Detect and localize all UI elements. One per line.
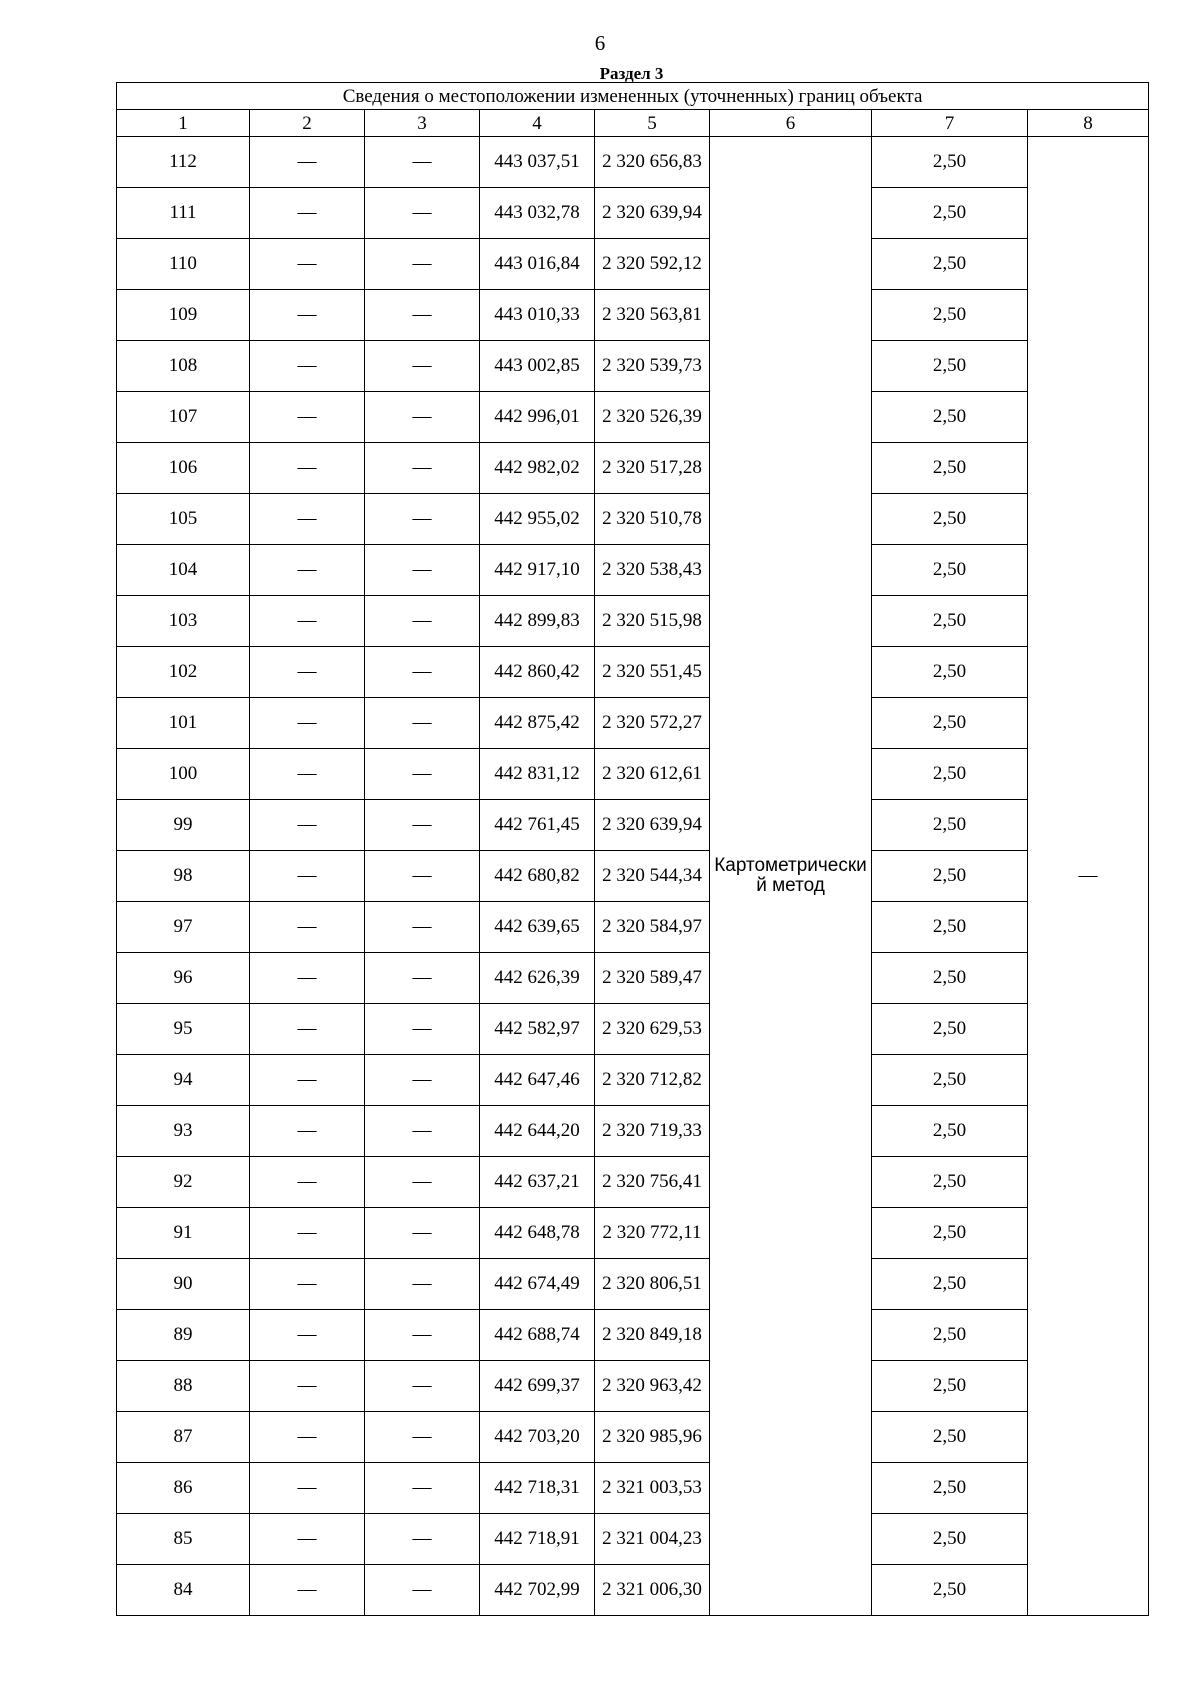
- col2-cell: —: [250, 392, 365, 443]
- col3-cell: —: [365, 290, 480, 341]
- col3-cell: —: [365, 341, 480, 392]
- y-coordinate-cell: 2 320 806,51: [595, 1259, 710, 1310]
- point-number-cell: 86: [117, 1463, 250, 1514]
- accuracy-cell: 2,50: [872, 137, 1028, 188]
- col3-cell: —: [365, 596, 480, 647]
- table-row: [117, 1106, 1149, 1157]
- x-coordinate-cell: 442 626,39: [480, 953, 595, 1004]
- point-number-cell: 110: [117, 239, 250, 290]
- accuracy-cell: 2,50: [872, 443, 1028, 494]
- col3-cell: —: [365, 800, 480, 851]
- point-number-cell: 85: [117, 1514, 250, 1565]
- x-coordinate-cell: 442 703,20: [480, 1412, 595, 1463]
- point-number-cell: 104: [117, 545, 250, 596]
- col2-cell: —: [250, 596, 365, 647]
- table-row: [117, 851, 1149, 902]
- point-number-cell: 106: [117, 443, 250, 494]
- col3-cell: —: [365, 902, 480, 953]
- y-coordinate-cell: 2 320 756,41: [595, 1157, 710, 1208]
- col2-cell: —: [250, 1310, 365, 1361]
- col3-cell: —: [365, 1361, 480, 1412]
- col2-cell: —: [250, 800, 365, 851]
- col2-cell: —: [250, 953, 365, 1004]
- col2-cell: —: [250, 1157, 365, 1208]
- y-coordinate-cell: 2 320 849,18: [595, 1310, 710, 1361]
- col2-cell: —: [250, 290, 365, 341]
- col3-cell: —: [365, 698, 480, 749]
- accuracy-cell: 2,50: [872, 239, 1028, 290]
- accuracy-cell: 2,50: [872, 953, 1028, 1004]
- table-row: [117, 545, 1149, 596]
- accuracy-cell: 2,50: [872, 545, 1028, 596]
- x-coordinate-cell: 442 644,20: [480, 1106, 595, 1157]
- column-header-row: [117, 110, 1149, 137]
- point-number-cell: 100: [117, 749, 250, 800]
- col2-cell: —: [250, 1055, 365, 1106]
- col3-cell: —: [365, 1310, 480, 1361]
- x-coordinate-cell: 442 761,45: [480, 800, 595, 851]
- col3-cell: —: [365, 1157, 480, 1208]
- point-number-cell: 99: [117, 800, 250, 851]
- accuracy-cell: 2,50: [872, 749, 1028, 800]
- col2-cell: —: [250, 341, 365, 392]
- table-title: Сведения о местоположении измененных (уточненных) границ объекта: [117, 83, 1149, 110]
- table-row: [117, 647, 1149, 698]
- col2-cell: —: [250, 851, 365, 902]
- column-header-7: 7: [872, 110, 1028, 137]
- accuracy-cell: 2,50: [872, 596, 1028, 647]
- col3-cell: —: [365, 443, 480, 494]
- table-row: [117, 341, 1149, 392]
- col3-cell: —: [365, 1463, 480, 1514]
- table-row: [117, 953, 1149, 1004]
- page-number: 6: [594, 31, 606, 55]
- point-number-cell: 96: [117, 953, 250, 1004]
- table-row: [117, 137, 1149, 188]
- accuracy-cell: 2,50: [872, 1157, 1028, 1208]
- col2-cell: —: [250, 1361, 365, 1412]
- x-coordinate-cell: 442 648,78: [480, 1208, 595, 1259]
- col3-cell: —: [365, 1106, 480, 1157]
- col8-cell: —: [1028, 137, 1149, 1616]
- col3-cell: —: [365, 188, 480, 239]
- x-coordinate-cell: 442 637,21: [480, 1157, 595, 1208]
- table-row: [117, 1157, 1149, 1208]
- boundary-coordinates-table: [116, 82, 1149, 1616]
- x-coordinate-cell: 442 647,46: [480, 1055, 595, 1106]
- col3-cell: —: [365, 494, 480, 545]
- col3-cell: —: [365, 1412, 480, 1463]
- y-coordinate-cell: 2 320 526,39: [595, 392, 710, 443]
- table-row: [117, 749, 1149, 800]
- x-coordinate-cell: 443 016,84: [480, 239, 595, 290]
- x-coordinate-cell: 442 702,99: [480, 1565, 595, 1616]
- y-coordinate-cell: 2 320 719,33: [595, 1106, 710, 1157]
- accuracy-cell: 2,50: [872, 1208, 1028, 1259]
- point-number-cell: 89: [117, 1310, 250, 1361]
- y-coordinate-cell: 2 320 963,42: [595, 1361, 710, 1412]
- point-number-cell: 90: [117, 1259, 250, 1310]
- y-coordinate-cell: 2 320 629,53: [595, 1004, 710, 1055]
- y-coordinate-cell: 2 320 544,34: [595, 851, 710, 902]
- accuracy-cell: 2,50: [872, 494, 1028, 545]
- x-coordinate-cell: 443 002,85: [480, 341, 595, 392]
- col3-cell: —: [365, 647, 480, 698]
- col3-cell: —: [365, 1259, 480, 1310]
- col2-cell: —: [250, 1463, 365, 1514]
- x-coordinate-cell: 443 032,78: [480, 188, 595, 239]
- accuracy-cell: 2,50: [872, 1310, 1028, 1361]
- column-header-6: 6: [710, 110, 872, 137]
- point-number-cell: 105: [117, 494, 250, 545]
- point-number-cell: 108: [117, 341, 250, 392]
- column-header-3: 3: [365, 110, 480, 137]
- table-row: [117, 1208, 1149, 1259]
- y-coordinate-cell: 2 320 515,98: [595, 596, 710, 647]
- col3-cell: —: [365, 239, 480, 290]
- col3-cell: —: [365, 1208, 480, 1259]
- table-row: [117, 1004, 1149, 1055]
- x-coordinate-cell: 442 917,10: [480, 545, 595, 596]
- point-number-cell: 107: [117, 392, 250, 443]
- accuracy-cell: 2,50: [872, 698, 1028, 749]
- y-coordinate-cell: 2 320 539,73: [595, 341, 710, 392]
- table-row: [117, 800, 1149, 851]
- y-coordinate-cell: 2 320 517,28: [595, 443, 710, 494]
- y-coordinate-cell: 2 320 572,27: [595, 698, 710, 749]
- col3-cell: —: [365, 851, 480, 902]
- col2-cell: —: [250, 188, 365, 239]
- col2-cell: —: [250, 1004, 365, 1055]
- accuracy-cell: 2,50: [872, 1463, 1028, 1514]
- point-number-cell: 92: [117, 1157, 250, 1208]
- y-coordinate-cell: 2 320 510,78: [595, 494, 710, 545]
- x-coordinate-cell: 442 688,74: [480, 1310, 595, 1361]
- y-coordinate-cell: 2 320 538,43: [595, 545, 710, 596]
- y-coordinate-cell: 2 320 985,96: [595, 1412, 710, 1463]
- x-coordinate-cell: 442 899,83: [480, 596, 595, 647]
- y-coordinate-cell: 2 320 612,61: [595, 749, 710, 800]
- table-row: [117, 596, 1149, 647]
- table-row: [117, 392, 1149, 443]
- x-coordinate-cell: 442 680,82: [480, 851, 595, 902]
- point-number-cell: 95: [117, 1004, 250, 1055]
- point-number-cell: 98: [117, 851, 250, 902]
- accuracy-cell: 2,50: [872, 902, 1028, 953]
- column-header-2: 2: [250, 110, 365, 137]
- point-number-cell: 112: [117, 137, 250, 188]
- table-row: [117, 1055, 1149, 1106]
- col3-cell: —: [365, 1514, 480, 1565]
- y-coordinate-cell: 2 321 006,30: [595, 1565, 710, 1616]
- table-row: [117, 1412, 1149, 1463]
- accuracy-cell: 2,50: [872, 1514, 1028, 1565]
- accuracy-cell: 2,50: [872, 290, 1028, 341]
- x-coordinate-cell: 442 674,49: [480, 1259, 595, 1310]
- y-coordinate-cell: 2 320 563,81: [595, 290, 710, 341]
- y-coordinate-cell: 2 320 772,11: [595, 1208, 710, 1259]
- x-coordinate-cell: 442 860,42: [480, 647, 595, 698]
- col2-cell: —: [250, 1565, 365, 1616]
- table-row: [117, 902, 1149, 953]
- col3-cell: —: [365, 137, 480, 188]
- col3-cell: —: [365, 1055, 480, 1106]
- col2-cell: —: [250, 443, 365, 494]
- column-header-8: 8: [1028, 110, 1149, 137]
- col2-cell: —: [250, 494, 365, 545]
- column-header-4: 4: [480, 110, 595, 137]
- column-header-1: 1: [117, 110, 250, 137]
- x-coordinate-cell: 442 639,65: [480, 902, 595, 953]
- x-coordinate-cell: 442 718,91: [480, 1514, 595, 1565]
- x-coordinate-cell: 443 010,33: [480, 290, 595, 341]
- col2-cell: —: [250, 1514, 365, 1565]
- y-coordinate-cell: 2 320 639,94: [595, 188, 710, 239]
- x-coordinate-cell: 442 875,42: [480, 698, 595, 749]
- y-coordinate-cell: 2 320 584,97: [595, 902, 710, 953]
- y-coordinate-cell: 2 321 003,53: [595, 1463, 710, 1514]
- accuracy-cell: 2,50: [872, 1055, 1028, 1106]
- y-coordinate-cell: 2 320 551,45: [595, 647, 710, 698]
- y-coordinate-cell: 2 321 004,23: [595, 1514, 710, 1565]
- x-coordinate-cell: 442 699,37: [480, 1361, 595, 1412]
- accuracy-cell: 2,50: [872, 1361, 1028, 1412]
- point-number-cell: 111: [117, 188, 250, 239]
- accuracy-cell: 2,50: [872, 647, 1028, 698]
- accuracy-cell: 2,50: [872, 1565, 1028, 1616]
- col3-cell: —: [365, 749, 480, 800]
- table-row: [117, 1259, 1149, 1310]
- table-row: [117, 494, 1149, 545]
- col2-cell: —: [250, 239, 365, 290]
- col2-cell: —: [250, 1208, 365, 1259]
- accuracy-cell: 2,50: [872, 188, 1028, 239]
- section-title: Раздел 3: [599, 64, 664, 83]
- table-row: [117, 443, 1149, 494]
- table-row: [117, 1310, 1149, 1361]
- x-coordinate-cell: 442 831,12: [480, 749, 595, 800]
- accuracy-cell: 2,50: [872, 1004, 1028, 1055]
- table-row: [117, 1514, 1149, 1565]
- point-number-cell: 87: [117, 1412, 250, 1463]
- col2-cell: —: [250, 647, 365, 698]
- table-row: [117, 1565, 1149, 1616]
- column-header-5: 5: [595, 110, 710, 137]
- point-number-cell: 101: [117, 698, 250, 749]
- point-number-cell: 94: [117, 1055, 250, 1106]
- point-number-cell: 91: [117, 1208, 250, 1259]
- accuracy-cell: 2,50: [872, 800, 1028, 851]
- x-coordinate-cell: 442 996,01: [480, 392, 595, 443]
- method-text: Картометрический метод: [714, 855, 867, 896]
- point-number-cell: 109: [117, 290, 250, 341]
- point-number-cell: 103: [117, 596, 250, 647]
- table-row: [117, 1463, 1149, 1514]
- table-row: [117, 290, 1149, 341]
- x-coordinate-cell: 442 718,31: [480, 1463, 595, 1514]
- col3-cell: —: [365, 953, 480, 1004]
- accuracy-cell: 2,50: [872, 1106, 1028, 1157]
- method-cell: [710, 137, 872, 1616]
- col3-cell: —: [365, 1565, 480, 1616]
- accuracy-cell: 2,50: [872, 341, 1028, 392]
- col2-cell: —: [250, 137, 365, 188]
- point-number-cell: 93: [117, 1106, 250, 1157]
- point-number-cell: 97: [117, 902, 250, 953]
- col3-cell: —: [365, 1004, 480, 1055]
- col2-cell: —: [250, 1412, 365, 1463]
- y-coordinate-cell: 2 320 656,83: [595, 137, 710, 188]
- accuracy-cell: 2,50: [872, 1412, 1028, 1463]
- accuracy-cell: 2,50: [872, 851, 1028, 902]
- y-coordinate-cell: 2 320 639,94: [595, 800, 710, 851]
- y-coordinate-cell: 2 320 589,47: [595, 953, 710, 1004]
- table-row: [117, 239, 1149, 290]
- accuracy-cell: 2,50: [872, 1259, 1028, 1310]
- col2-cell: —: [250, 545, 365, 596]
- point-number-cell: 102: [117, 647, 250, 698]
- x-coordinate-cell: 442 955,02: [480, 494, 595, 545]
- y-coordinate-cell: 2 320 592,12: [595, 239, 710, 290]
- x-coordinate-cell: 443 037,51: [480, 137, 595, 188]
- table-body: [117, 137, 1149, 1616]
- table-row: [117, 1361, 1149, 1412]
- x-coordinate-cell: 442 582,97: [480, 1004, 595, 1055]
- point-number-cell: 84: [117, 1565, 250, 1616]
- y-coordinate-cell: 2 320 712,82: [595, 1055, 710, 1106]
- col2-cell: —: [250, 749, 365, 800]
- col3-cell: —: [365, 392, 480, 443]
- col2-cell: —: [250, 1106, 365, 1157]
- table-row: [117, 188, 1149, 239]
- x-coordinate-cell: 442 982,02: [480, 443, 595, 494]
- col2-cell: —: [250, 1259, 365, 1310]
- table-row: [117, 698, 1149, 749]
- col2-cell: —: [250, 902, 365, 953]
- col2-cell: —: [250, 698, 365, 749]
- point-number-cell: 88: [117, 1361, 250, 1412]
- accuracy-cell: 2,50: [872, 392, 1028, 443]
- col3-cell: —: [365, 545, 480, 596]
